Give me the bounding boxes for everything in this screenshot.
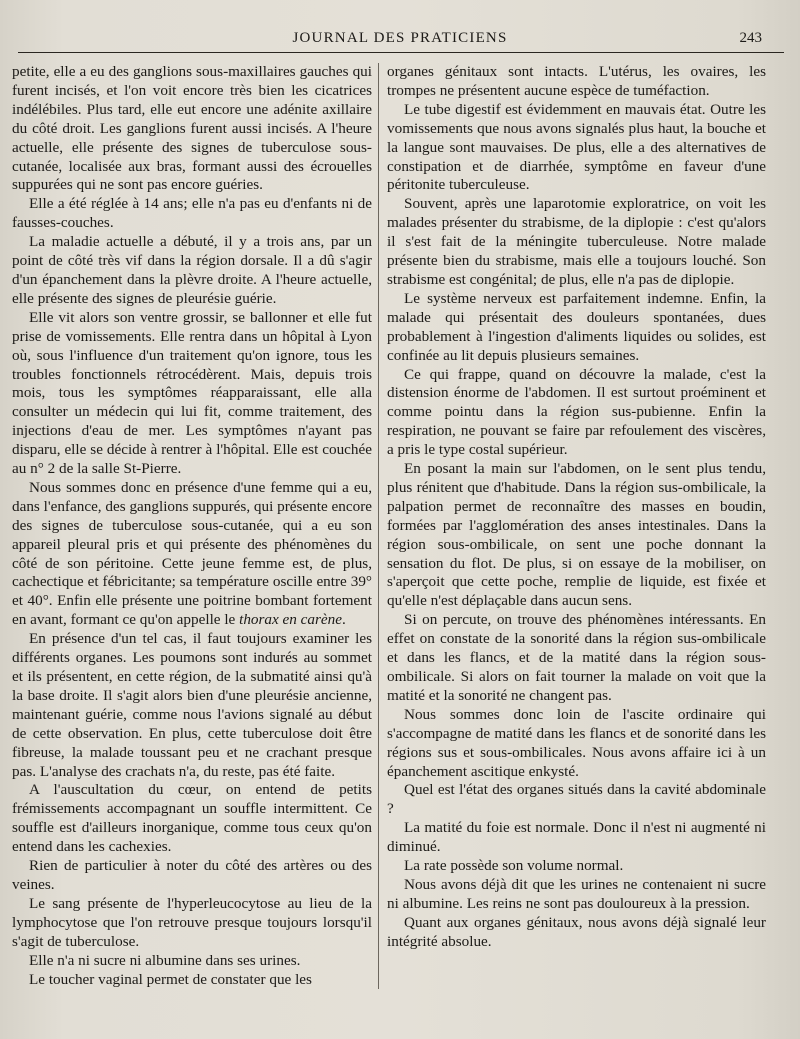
paragraph: Si on percute, on trouve des phénomènes intéressants. En effet on constate de la sonorité dans la région sus-ombilicale et dans les flancs, et de la matité dans la région sous-ombilicale. Si alors on fait tourner la malade on voit que la matité et la sonorité ne changent pas. bbox=[387, 611, 766, 704]
paragraph: Nous sommes donc loin de l'ascite ordinaire qui s'accompagne de matité dans les flancs et de sonorité dans les régions sus et sous-ombilicales. Nous avons affaire ici à un épanchement ascitique enkysté. bbox=[387, 705, 766, 780]
paragraph: Souvent, après une laparotomie exploratrice, on voit les malades présenter du strabisme, de la diplopie : c'est qu'alors il s'est fait de la méningite tuberculeuse. Notre malade présente bien du strabisme, mais elle a toujours louché. Son strabisme est congénital; de plus, elle n'a pas de diplopie. bbox=[387, 195, 766, 288]
paragraph: petite, elle a eu des ganglions sous-maxillaires gauches qui furent incisés, et l'on voit encore très bien les cicatrices indélébiles. Plus tard, elle eut encore une adénite axillaire du côté droit. Les ganglions furent aussi incisés. A l'heure actuelle, elle présente des signes de tuberculose sous-cutanée, localisée aux bras, formant aussi des écrouelles suppurées qui ne sont pas encore guéries. bbox=[12, 63, 372, 194]
paragraph: Nous avons déjà dit que les urines ne contenaient ni sucre ni albumine. Les reins ne sont pas douloureux à la pression. bbox=[387, 875, 766, 912]
text-columns bbox=[12, 63, 788, 989]
paragraph-text: Nous sommes donc en présence d'une femme qui a eu, dans l'enfance, des ganglions suppurés, qui présente encore des signes de tuberculose sous-cutanée, qui a eu son appareil pleural pris et qui présente des phénomènes du côté de son péritoine. Cette jeune femme est, de plus, cachectique et fébricitante; sa température oscille entre 39° et 40°. Enfin elle présente une poitrine bombant fortement en avant, formant ce qu'on appelle le bbox=[12, 478, 372, 629]
paragraph: La maladie actuelle a débuté, il y a trois ans, par un point de côté très vif dans la région dorsale. Il a dû s'agir d'un épanchement dans la plèvre droite. A l'heure actuelle, elle présente des signes de pleurésie guérie. bbox=[12, 233, 372, 307]
paragraph: Elle a été réglée à 14 ans; elle n'a pas eu d'enfants ni de fausses-couches. bbox=[12, 195, 372, 232]
paragraph: Le tube digestif est évidemment en mauvais état. Outre les vomissements que nous avons signalés plus haut, la bouche et la langue sont mauvaises. De plus, elle a des alternatives de constipation et de diarrhée, symptôme en faveur d'une péritonite tuberculeuse. bbox=[387, 100, 766, 194]
paragraph: Ce qui frappe, quand on découvre la malade, c'est la distension énorme de l'abdomen. Il est surtout proéminent et comme pointu dans la région sus-pubienne. Enfin la respiration, ne pouvant se faire par refoulement des viscères, a pris le type costal supérieur. bbox=[387, 365, 766, 459]
paragraph: En posant la main sur l'abdomen, on le sent plus tendu, plus rénitent que d'habitude. Dans la région sus-ombilicale, la palpation permet de reconnaître des masses en boudin, formées par l'agglomération des anses intestinales. Dans la région sous-ombilicale, on sent une poche donnant la sensation du flot. De plus, si on essaye de la mobiliser, on s'aperçoit que cette poche, remplie de liquide, est fixée et qu'elle n'est déplaçable dans aucun sens. bbox=[387, 460, 766, 610]
paragraph: Le système nerveux est parfaitement indemne. Enfin, la malade qui présentait des douleurs spontanées, dues probablement à l'ingestion d'aliments liquides ou solides, est confinée au lit depuis plusieurs semaines. bbox=[387, 289, 766, 364]
paragraph: Le toucher vaginal permet de constater que les bbox=[29, 970, 312, 988]
paragraph: La rate possède son volume normal. bbox=[404, 857, 624, 875]
left-column bbox=[12, 63, 378, 989]
paragraph: Quel est l'état des organes situés dans la cavité abdominale ? bbox=[387, 781, 766, 818]
paragraph: A l'auscultation du cœur, on entend de petits frémissements accompagnant un souffle intermittent. Ce souffle est d'ailleurs inorganique, comme tous ceux qu'on entend dans les cachexies. bbox=[12, 781, 372, 856]
page-number: 243 bbox=[739, 30, 762, 46]
right-column bbox=[378, 63, 784, 989]
page-header bbox=[12, 28, 788, 52]
paragraph: Elle vit alors son ventre grossir, se ballonner et elle fut prise de vomissements. Elle rentra dans un hôpital à Lyon où, sous l'influence d'un traitement qu'on ignore, tous les troubles fonctionnels rétrocédèrent. Mais, depuis trois mois, tous les symptômes réapparaissant, elle alla consulter un médecin qui lui fit, comme traitement, des injections d'eau de mer. Les symptômes n'ayant pas disparu, elle se décide à rentrer à l'hôpital. Elle est couchée au n° 2 de la salle St-Pierre. bbox=[12, 308, 372, 478]
paragraph: La matité du foie est normale. Donc il n'est ni augmenté ni diminué. bbox=[387, 819, 766, 856]
italic-term: thorax en carène bbox=[239, 611, 342, 629]
paragraph: Quant aux organes génitaux, nous avons déjà signalé leur intégrité absolue. bbox=[387, 913, 766, 950]
running-title: JOURNAL DES PRATICIENS bbox=[292, 30, 508, 46]
paragraph: En présence d'un tel cas, il faut toujours examiner les différents organes. Les poumons sont indurés au sommet et ils présentent, en cette région, de la submatité ainsi qu'à la base droite. Il s'agit alors bien d'une pleurésie ancienne, maintenant guérie, comme nous l'avions signalé au début de cette observation. En plus, cette tuberculose doit être fibreuse, la malade toussant peu et ne crachant presque pas. L'analyse des crachats n'a, du reste, pas été faite. bbox=[12, 630, 372, 780]
paragraph: Rien de particulier à noter du côté des artères ou des veines. bbox=[12, 857, 372, 893]
paragraph: Elle n'a ni sucre ni albumine dans ses urines. bbox=[29, 951, 301, 969]
header-rule bbox=[18, 52, 784, 53]
paragraph: Le sang présente de l'hyperleucocytose au lieu de la lymphocytose que l'on retrouve presque toujours lorsqu'il s'agit de tuberculose. bbox=[12, 894, 372, 950]
paragraph: organes génitaux sont intacts. L'utérus, les ovaires, les trompes ne présentent aucune espèce de tuméfaction. bbox=[387, 63, 766, 99]
paragraph-with-italic: Nous sommes donc en présence d'une femme qui a eu, dans l'enfance, des ganglions suppurés, qui présente encore des signes de tuberculose sous-cutanée, qui a eu son appareil pleural pris et qui présente des phénomènes du côté de son péritoine. Cette jeune femme est, de plus, cachectique et fébricitante; sa température oscille entre 39° et 40°. Enfin elle présente une poitrine bombant fortement en avant, formant ce qu'on appelle le thorax en carène. bbox=[12, 478, 372, 629]
